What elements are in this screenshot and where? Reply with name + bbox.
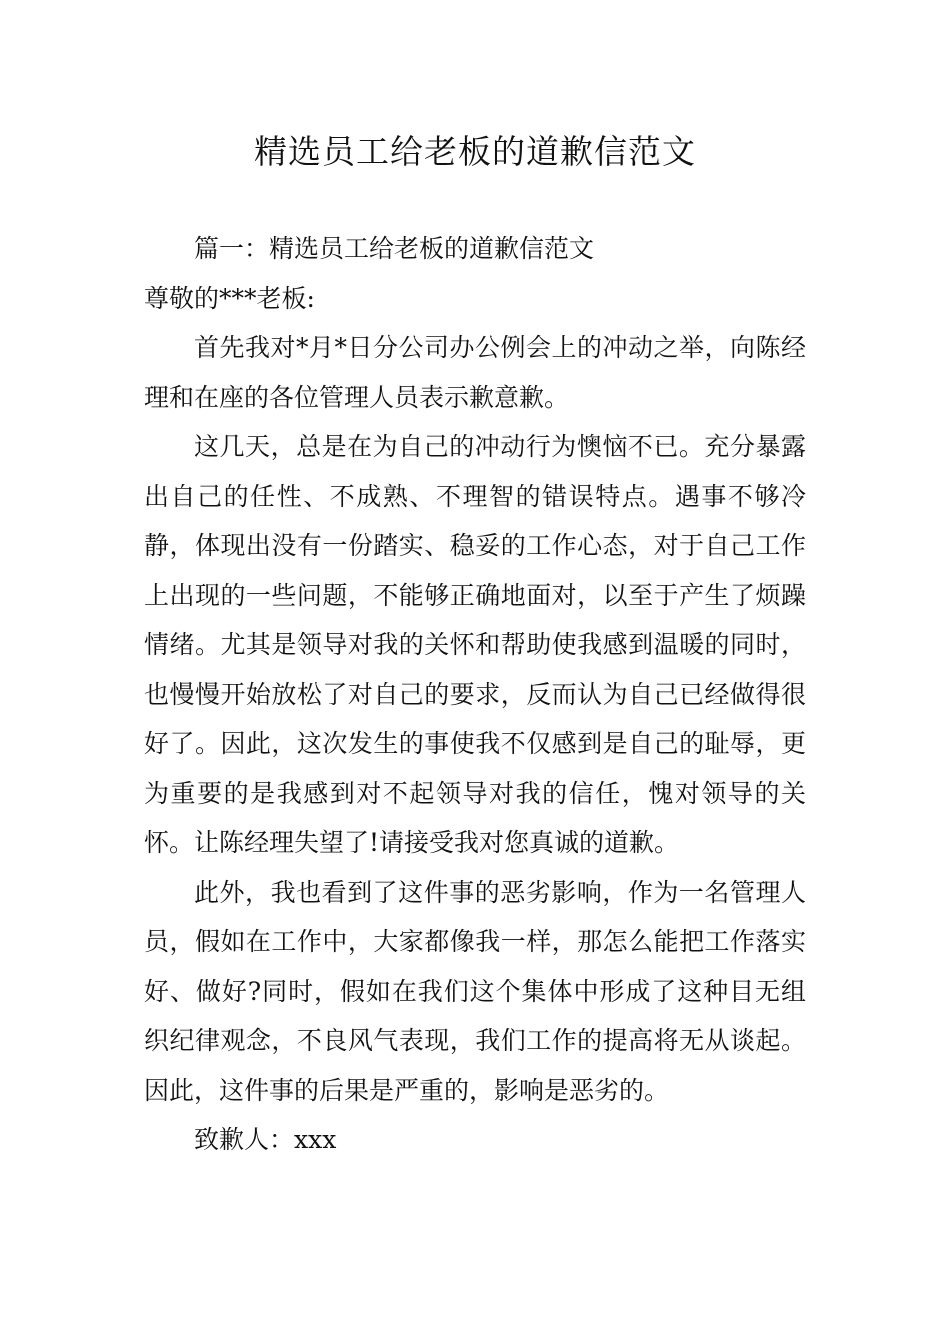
salutation: 尊敬的***老板:	[144, 283, 315, 313]
paragraph-1: 首先我对*月*日分公司办公例会上的冲动之举，向陈经理和在座的各位管理人员表示歉意歉。	[144, 333, 806, 412]
document-title: 精选员工给老板的道歉信范文	[254, 132, 696, 171]
paragraph-3: 此外，我也看到了这件事的恶劣影响，作为一名管理人员，假如在工作中，大家都像我一样，那怎么能把工作落实好、做好?同时，假如在我们这个集体中形成了这种目无组织纪律观念，不良风气表现，我们工作的提高将无从谈起。因此，这件事的后果是严重的，影响是恶劣的。	[144, 877, 806, 1105]
document-body	[144, 224, 806, 1165]
paragraph-2: 这几天，总是在为自己的冲动行为懊恼不已。充分暴露出自己的任性、不成熟、不理智的错误特点。遇事不够冷静，体现出没有一份踏实、稳妥的工作心态，对于自己工作上出现的一些问题，不能够正确地面对，以至于产生了烦躁情绪。尤其是领导对我的关怀和帮助使我感到温暖的同时，也慢慢开始放松了对自己的要求，反而认为自己已经做得很好了。因此，这次发生的事使我不仅感到是自己的耻辱，更为重要的是我感到对不起领导对我的信任，愧对领导的关怀。让陈经理失望了!请接受我对您真诚的道歉。	[144, 432, 806, 857]
section-heading: 篇一：精选员工给老板的道歉信范文	[194, 234, 595, 263]
signature: 致歉人：xxx	[194, 1125, 337, 1154]
